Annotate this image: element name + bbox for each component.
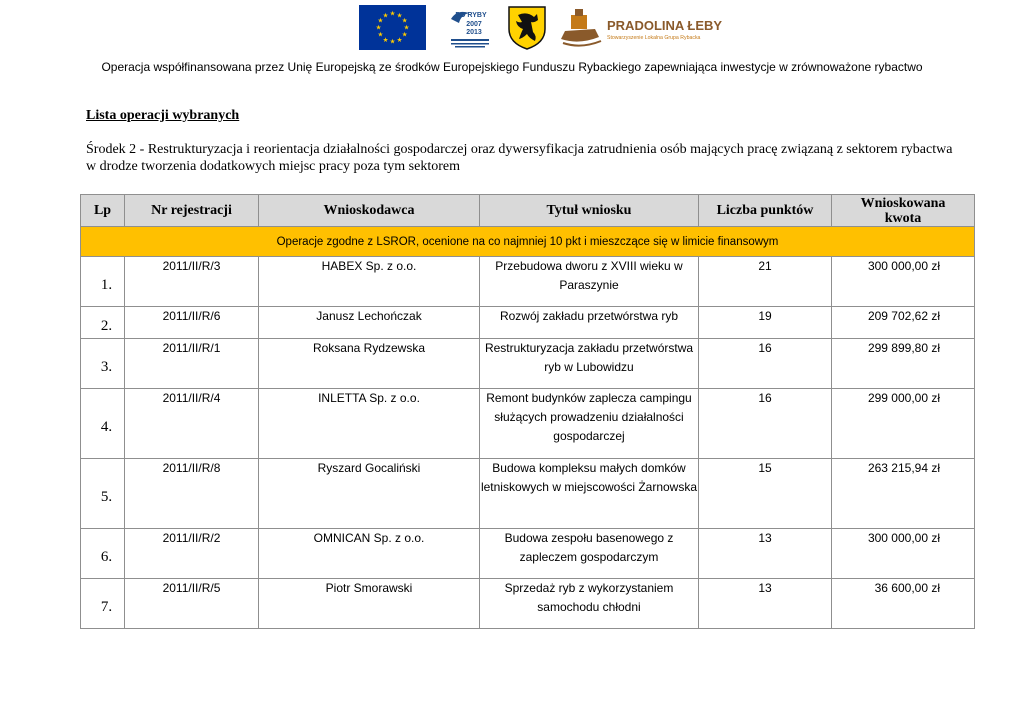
- row-applicant: Ryszard Gocaliński: [259, 459, 480, 529]
- list-heading: Lista operacji wybranych: [86, 108, 240, 123]
- row-requested-amount: 263 215,94 zł: [832, 459, 975, 529]
- row-applicant: Janusz Lechończak: [259, 307, 480, 339]
- table-row: [81, 257, 975, 307]
- svg-text:PO RYBY: PO RYBY: [455, 12, 487, 19]
- svg-text:2007: 2007: [466, 21, 482, 28]
- row-requested-amount: 36 600,00 zł: [832, 579, 975, 629]
- qualification-band-row: [81, 227, 975, 257]
- pomorskie-coat-of-arms-logo: [507, 5, 547, 50]
- eu-star-icon: ★: [401, 30, 408, 39]
- table-row: [81, 389, 975, 459]
- row-application-title: Remont budynków zaplecza campingu służących prowadzeniu działalności gospodarczej: [480, 389, 699, 459]
- row-requested-amount: 300 000,00 zł: [832, 257, 975, 307]
- row-lp: 6.: [81, 529, 125, 579]
- row-lp: 5.: [81, 459, 125, 529]
- row-application-title: Sprzedaż ryb z wykorzystaniem samochodu chłodni: [480, 579, 699, 629]
- row-applicant: INLETTA Sp. z o.o.: [259, 389, 480, 459]
- eu-star-icon: ★: [382, 11, 389, 20]
- table-row: [81, 339, 975, 389]
- row-requested-amount: 299 000,00 zł: [832, 389, 975, 459]
- row-lp: 7.: [81, 579, 125, 629]
- eu-star-icon: ★: [382, 35, 389, 44]
- row-points: 16: [699, 339, 832, 389]
- column-header-applicant: Wnioskodawca: [259, 195, 480, 227]
- table-row: [81, 459, 975, 529]
- row-registration-number: 2011/II/R/1: [125, 339, 259, 389]
- eu-star-icon: ★: [375, 23, 382, 32]
- row-points: 21: [699, 257, 832, 307]
- row-applicant: HABEX Sp. z o.o.: [259, 257, 480, 307]
- row-lp: 1.: [81, 257, 125, 307]
- table-row: [81, 529, 975, 579]
- row-application-title: Rozwój zakładu przetwórstwa ryb: [480, 307, 699, 339]
- ryby-2007-2013-logo: [447, 5, 493, 51]
- row-registration-number: 2011/II/R/6: [125, 307, 259, 339]
- eu-flag-logo: [359, 5, 426, 50]
- table-row: [81, 307, 975, 339]
- eu-star-icon: ★: [401, 16, 408, 25]
- table-row: [81, 579, 975, 629]
- row-registration-number: 2011/II/R/5: [125, 579, 259, 629]
- operations-table: [80, 194, 975, 629]
- svg-text:Stowarzyszenie Lokalna Grupa R: Stowarzyszenie Lokalna Grupa Rybacka: [607, 35, 701, 41]
- row-requested-amount: 300 000,00 zł: [832, 529, 975, 579]
- column-header-application-title: Tytuł wniosku: [480, 195, 699, 227]
- row-application-title: Budowa kompleksu małych domków letniskowych w miejscowości Żarnowska: [480, 459, 699, 529]
- row-registration-number: 2011/II/R/3: [125, 257, 259, 307]
- row-application-title: Budowa zespołu basenowego z zapleczem gospodarczym: [480, 529, 699, 579]
- row-lp: 4.: [81, 389, 125, 459]
- row-points: 15: [699, 459, 832, 529]
- row-applicant: Piotr Smorawski: [259, 579, 480, 629]
- row-applicant: OMNICAN Sp. z o.o.: [259, 529, 480, 579]
- row-applicant: Roksana Rydzewska: [259, 339, 480, 389]
- eu-star-icon: ★: [389, 37, 396, 46]
- row-points: 13: [699, 579, 832, 629]
- row-registration-number: 2011/II/R/2: [125, 529, 259, 579]
- eu-star-icon: ★: [396, 35, 403, 44]
- table-header-row: [81, 195, 975, 227]
- column-header-requested-amount: Wnioskowana kwota: [832, 195, 975, 227]
- column-header-registration-number: Nr rejestracji: [125, 195, 259, 227]
- pradolina-leby-logo: [559, 5, 723, 51]
- row-requested-amount: 209 702,62 zł: [832, 307, 975, 339]
- eu-star-icon: ★: [389, 9, 396, 18]
- row-requested-amount: 299 899,80 zł: [832, 339, 975, 389]
- eu-star-icon: ★: [396, 11, 403, 20]
- row-application-title: Przebudowa dworu z XVIII wieku w Paraszynie: [480, 257, 699, 307]
- eu-star-icon: ★: [377, 16, 384, 25]
- cofinancing-statement: Operacja współfinansowana przez Unię Europejską ze środków Europejskiego Funduszu Rybackiego zapewniająca inwestycje w zrównoważone rybactwo: [101, 60, 923, 74]
- svg-text:PRADOLINA ŁEBY: PRADOLINA ŁEBY: [607, 18, 723, 33]
- measure-description: Środek 2 - Restrukturyzacja i reorientacja działalności gospodarczej oraz dywersyfikacja zatrudnienia osób mających pracę związaną z sektorem rybactwa w drodze tworzenia dodatkowych miejsc pracy poza tym sektorem: [86, 142, 953, 174]
- row-lp: 3.: [81, 339, 125, 389]
- row-registration-number: 2011/II/R/4: [125, 389, 259, 459]
- row-application-title: Restrukturyzacja zakładu przetwórstwa ryb w Lubowidzu: [480, 339, 699, 389]
- eu-star-icon: ★: [403, 23, 410, 32]
- row-points: 13: [699, 529, 832, 579]
- row-points: 19: [699, 307, 832, 339]
- qualification-band-text: Operacje zgodne z LSROR, ocenione na co najmniej 10 pkt i mieszczące się w limicie finansowym: [81, 227, 975, 257]
- eu-star-icon: ★: [377, 30, 384, 39]
- row-registration-number: 2011/II/R/8: [125, 459, 259, 529]
- column-header-points: Liczba punktów: [699, 195, 832, 227]
- svg-text:2013: 2013: [466, 29, 482, 36]
- row-points: 16: [699, 389, 832, 459]
- row-lp: 2.: [81, 307, 125, 339]
- column-header-lp: Lp: [81, 195, 125, 227]
